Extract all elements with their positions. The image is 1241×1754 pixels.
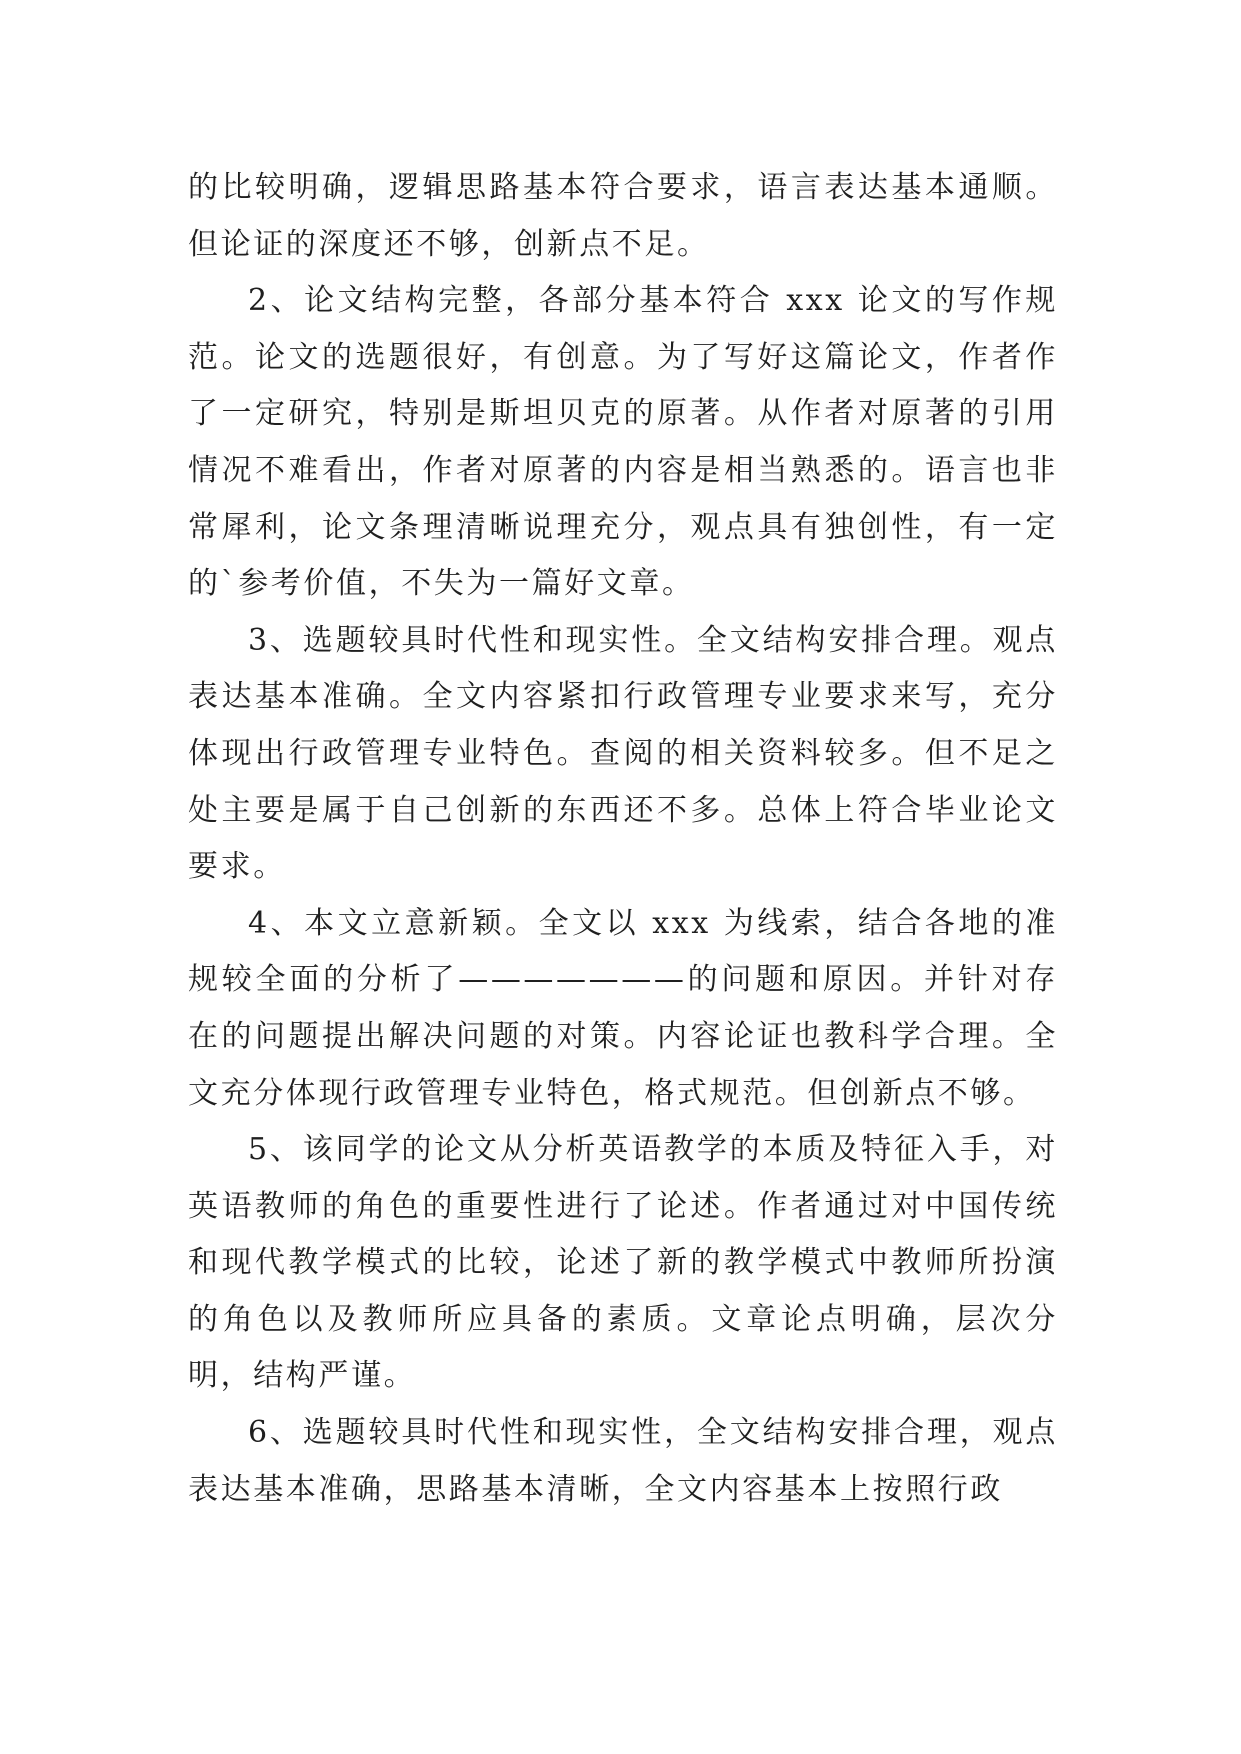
paragraph-comment-5: 5、该同学的论文从分析英语教学的本质及特征入手，对英语教师的角色的重要性进行了论述。作者通过对中国传统和现代教学模式的比较，论述了新的教学模式中教师所扮演的角色以及教师所应具备的素质。文章论点明确，层次分明，结构严谨。: [188, 1132, 1058, 1394]
paragraph-continuation: 的比较明确，逻辑思路基本符合要求，语言表达基本通顺。但论证的深度还不够，创新点不足。: [188, 170, 1058, 262]
paragraph-comment-2: 2、论文结构完整，各部分基本符合 xxx 论文的写作规范。论文的选题很好，有创意。为了写好这篇论文，作者作了一定研究，特别是斯坦贝克的原著。从作者对原著的引用情况不难看出，作者对原著的内容是相当熟悉的。语言也非常犀利，论文条理清晰说理充分，观点具有独创性，有一定的`参考价值，不失为一篇好文章。: [188, 283, 1058, 602]
paragraph-comment-3: 3、选题较具时代性和现实性。全文结构安排合理。观点表达基本准确。全文内容紧扣行政管理专业要求来写，充分体现出行政管理专业特色。查阅的相关资料较多。但不足之处主要是属于自己创新的东西还不多。总体上符合毕业论文要求。: [188, 622, 1058, 885]
paragraph-comment-6: 6、选题较具时代性和现实性，全文结构安排合理，观点表达基本准确，思路基本清晰，全文内容基本上按照行政: [188, 1415, 1058, 1507]
paragraph-comment-4: 4、本文立意新颖。全文以 xxx 为线索，结合各地的准规较全面的分析了———————的问题和原因。并针对存在的问题提出解决问题的对策。内容论证也教科学合理。全文充分体现行政管理专业特色，格式规范。但创新点不够。: [188, 905, 1058, 1111]
document-body: [188, 160, 1058, 1518]
